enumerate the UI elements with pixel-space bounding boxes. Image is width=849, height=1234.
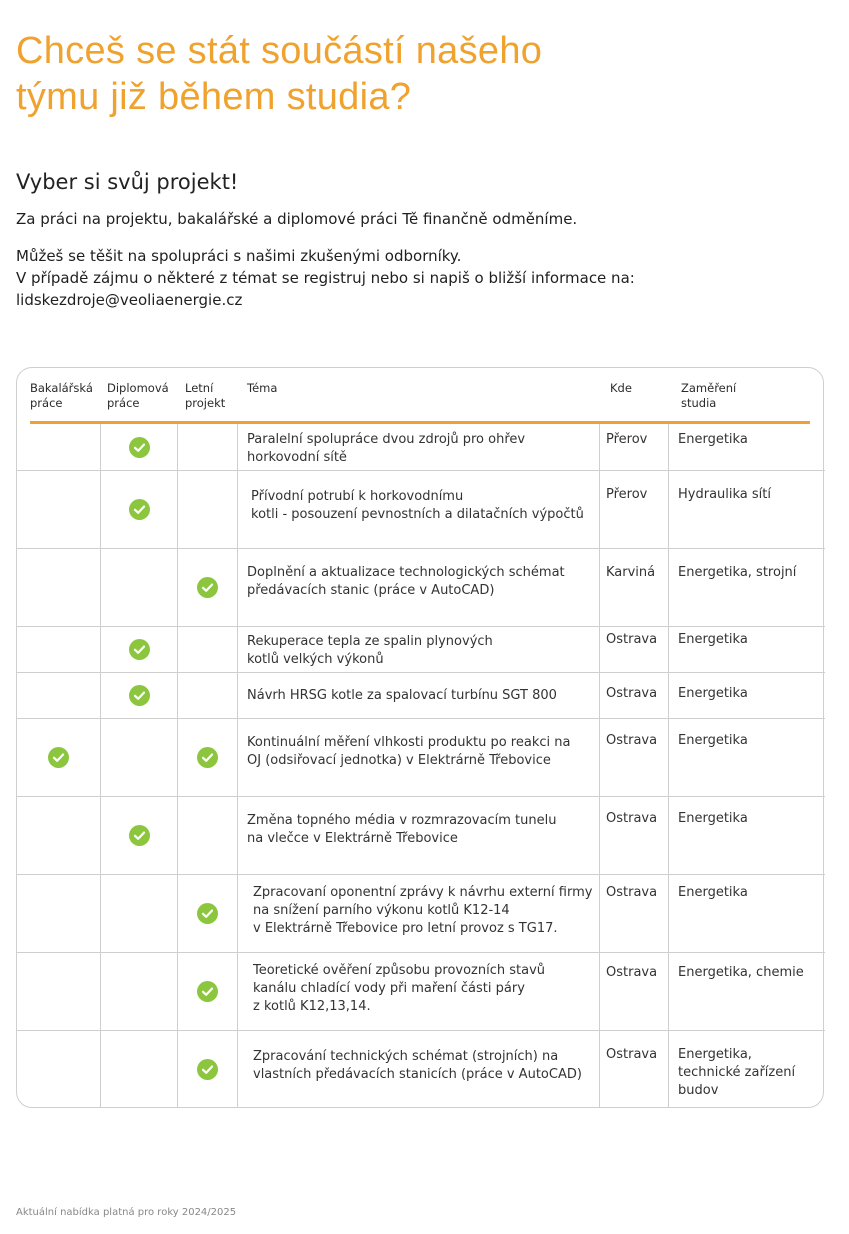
table-row-focus: [678, 564, 796, 582]
contact-email[interactable]: lidskezdroje@veoliaenergie.cz: [16, 291, 243, 309]
table-row-focus: [678, 685, 748, 703]
check-circle-icon: [197, 577, 218, 598]
focus-line: Energetika: [678, 885, 748, 900]
table-row-where: Ostrava: [606, 1047, 658, 1062]
column-divider: [177, 424, 178, 1108]
table-row-topic: [247, 734, 570, 770]
row-divider: [16, 672, 825, 673]
topic-line: Teoretické ověření způsobu provozních stavů: [253, 963, 546, 978]
topic-line: Přívodní potrubí k horkovodnímu: [251, 489, 464, 504]
topic-line: horkovodní sítě: [247, 450, 347, 465]
column-divider: [100, 424, 101, 1108]
table-row-topic: [253, 884, 592, 938]
header-summer-line: Letní: [185, 381, 214, 395]
check-circle-icon: [197, 747, 218, 768]
focus-line: Energetika: [678, 432, 748, 447]
check-circle-icon: [197, 903, 218, 924]
footer-note: Aktuální nabídka platná pro roky 2024/2025: [16, 1207, 237, 1218]
table-row-where: Přerov: [606, 487, 648, 502]
table-row-focus: [678, 964, 804, 982]
row-divider: [16, 718, 825, 719]
page-title: [16, 28, 542, 120]
intro-line-1: Můžeš se těšit na spolupráci s našimi zkušenými odborníky.: [16, 247, 462, 265]
title-line-2: týmu již během studia?: [16, 76, 412, 118]
focus-line: budov: [678, 1083, 719, 1098]
table-row-topic: [253, 962, 545, 1016]
header-focus: [681, 381, 736, 411]
table-row-where: Ostrava: [606, 885, 658, 900]
topic-line: Paralelní spolupráce dvou zdrojů pro ohřev: [247, 432, 526, 447]
topic-line: OJ (odsiřovací jednotka) v Elektrárně Třebovice: [247, 753, 551, 768]
table-row-focus: [678, 1046, 795, 1100]
focus-line: Energetika: [678, 811, 748, 826]
header-summer: [185, 381, 225, 411]
table-row-topic: [247, 812, 556, 848]
table-row-topic: [247, 633, 493, 669]
table-row-focus: [678, 631, 748, 649]
header-diploma-line: Diplomová: [107, 381, 169, 395]
topic-line: Zpracování technických schémat (strojních) na: [253, 1049, 559, 1064]
topic-line: v Elektrárně Třebovice pro letní provoz s TG17.: [253, 921, 558, 936]
table-row-focus: [678, 732, 748, 750]
column-divider: [668, 424, 669, 1108]
topic-line: kanálu chladící vody při maření části páry: [253, 981, 525, 996]
table-row-focus: [678, 486, 771, 504]
table-row-focus: [678, 810, 748, 828]
header-bachelor-line: práce: [30, 396, 63, 410]
intro-reward: Za práci na projektu, bakalářské a diplomové práci Tě finančně odměníme.: [16, 210, 578, 228]
check-circle-icon: [129, 639, 150, 660]
check-circle-icon: [129, 499, 150, 520]
row-divider: [16, 470, 825, 471]
table-row-topic: [251, 488, 584, 524]
row-divider: [16, 796, 825, 797]
topic-line: vlastních předávacích stanicích (práce v AutoCAD): [253, 1067, 582, 1082]
check-circle-icon: [197, 1059, 218, 1080]
topic-line: kotli - posouzení pevnostních a dilatačních výpočtů: [251, 507, 584, 522]
column-divider: [237, 424, 238, 1108]
topic-line: předávacích stanic (práce v AutoCAD): [247, 583, 495, 598]
topic-line: Návrh HRSG kotle za spalovací turbínu SGT 800: [247, 688, 557, 703]
check-circle-icon: [129, 825, 150, 846]
table-row-where: Ostrava: [606, 733, 658, 748]
focus-line: Energetika: [678, 733, 748, 748]
row-divider: [16, 952, 825, 953]
focus-line: Energetika, strojní: [678, 565, 797, 580]
topic-line: na vlečce v Elektrárně Třebovice: [247, 831, 458, 846]
header-bachelor: [30, 381, 93, 411]
row-divider: [16, 626, 825, 627]
topic-line: Doplnění a aktualizace technologických schémat: [247, 565, 565, 580]
table-row-where: Přerov: [606, 432, 648, 447]
topic-line: z kotlů K12,13,14.: [253, 999, 371, 1014]
focus-line: Energetika,: [678, 1047, 752, 1062]
check-circle-icon: [48, 747, 69, 768]
table-row-where: Karviná: [606, 565, 656, 580]
focus-line: Energetika: [678, 632, 748, 647]
header-bachelor-line: Bakalářská: [30, 381, 93, 395]
table-row-topic: [247, 431, 525, 467]
title-line-1: Chceš se stát součástí našeho: [16, 30, 543, 72]
subtitle: Vyber si svůj projekt!: [16, 170, 239, 194]
header-diploma-line: práce: [107, 396, 140, 410]
intro-contact: [16, 245, 635, 311]
topic-line: na snížení parního výkonu kotlů K12-14: [253, 903, 510, 918]
row-divider: [16, 874, 825, 875]
table-row-focus: [678, 884, 748, 902]
header-focus-line: studia: [681, 396, 717, 410]
intro-line-2: V případě zájmu o některé z témat se registruj nebo si napiš o bližší informace na:: [16, 269, 635, 287]
focus-line: Energetika: [678, 686, 748, 701]
header-divider: [30, 421, 810, 424]
column-divider: [599, 424, 600, 1108]
table-row-where: Ostrava: [606, 632, 658, 647]
header-diploma: [107, 381, 169, 411]
row-divider: [16, 548, 825, 549]
focus-line: Energetika, chemie: [678, 965, 804, 980]
table-row-topic: [247, 687, 557, 705]
table-row-topic: [247, 564, 565, 600]
check-circle-icon: [129, 437, 150, 458]
topic-line: Kontinuální měření vlhkosti produktu po reakci na: [247, 735, 571, 750]
check-circle-icon: [129, 685, 150, 706]
row-divider: [16, 1030, 825, 1031]
topic-line: Zpracovaní oponentní zprávy k návrhu externí firmy: [253, 885, 593, 900]
table-row-focus: [678, 431, 748, 449]
focus-line: Hydraulika sítí: [678, 487, 771, 502]
topic-line: Změna topného média v rozmrazovacím tunelu: [247, 813, 557, 828]
topic-line: Rekuperace tepla ze spalin plynových: [247, 634, 493, 649]
header-topic: Téma: [247, 381, 278, 395]
table-row-where: Ostrava: [606, 811, 658, 826]
check-circle-icon: [197, 981, 218, 1002]
table-row-where: Ostrava: [606, 686, 658, 701]
table-row-where: Ostrava: [606, 965, 658, 980]
table-row-topic: [253, 1048, 582, 1084]
header-summer-line: projekt: [185, 396, 226, 410]
topic-line: kotlů velkých výkonů: [247, 652, 384, 667]
header-where: Kde: [610, 381, 632, 395]
focus-line: technické zařízení: [678, 1065, 796, 1080]
header-focus-line: Zaměření: [681, 381, 737, 395]
